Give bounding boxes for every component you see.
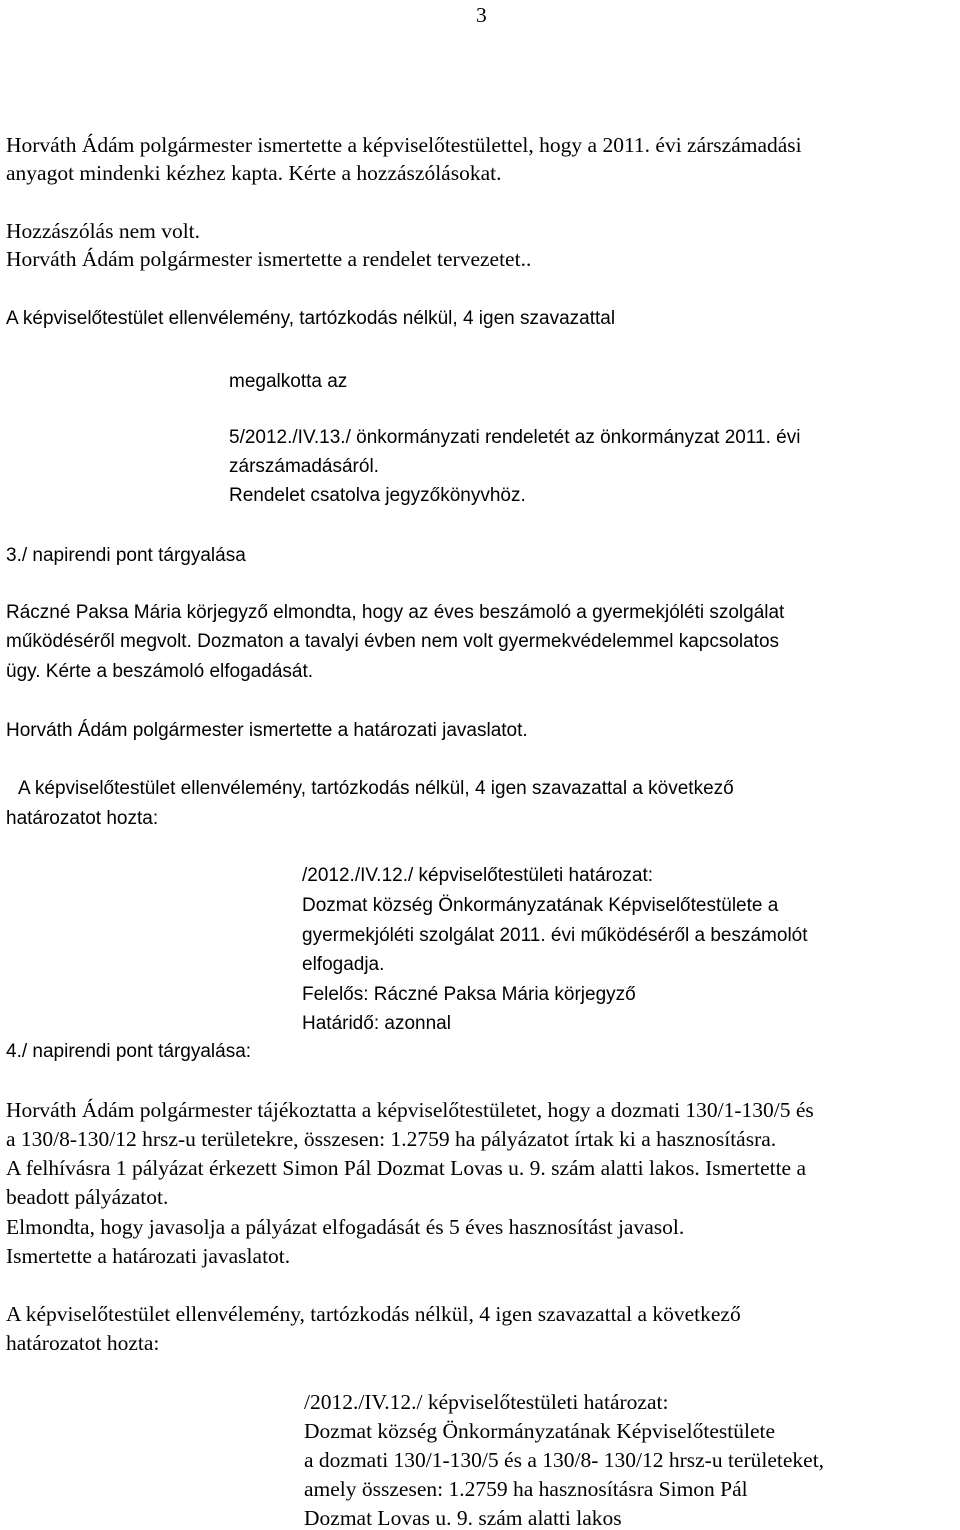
vote-statement: A képviselőtestület ellenvélemény, tartózkodás nélkül, 4 igen szavazattal [6,308,616,329]
page-number: 3 [476,3,487,27]
paragraph-line: Horváth Ádám polgármester ismertette a rendelet tervezetet.. [6,247,532,271]
decree-line: Rendelet csatolva jegyzőkönyvhöz. [229,485,526,506]
paragraph-line: Ismertette a határozati javaslatot. [6,1244,291,1268]
paragraph-line: Elmondta, hogy javasolja a pályázat elfogadását és 5 éves hasznosítást javasol. [6,1215,685,1239]
resolution-line: gyermekjóléti szolgálat 2011. évi működéséről a beszámolót [302,925,808,946]
resolution-line: Dozmat Lovas u. 9. szám alatti lakos [304,1506,622,1530]
resolution-line: elfogadja. [302,954,385,975]
paragraph-line: Horváth Ádám polgármester tájékoztatta a képviselőtestületet, hogy a dozmati 130/1-130/5 és [6,1098,814,1122]
paragraph-line: beadott pályázatot. [6,1185,169,1209]
decree-line: 5/2012./IV.13./ önkormányzati rendeletét az önkormányzat 2011. évi [229,427,801,448]
resolution-line: Felelős: Ráczné Paksa Mária körjegyző [302,984,636,1005]
resolution-line: /2012./IV.12./ képviselőtestületi határozat: [304,1390,669,1414]
paragraph-line: Hozzászólás nem volt. [6,219,201,243]
resolution-line: a dozmati 130/1-130/5 és a 130/8- 130/12 hrsz-u területeket, [304,1448,825,1472]
vote-statement: határozatot hozta: [6,1331,160,1355]
paragraph-line: Ráczné Paksa Mária körjegyző elmondta, hogy az éves beszámoló a gyermekjóléti szolgálat [6,602,785,623]
agenda-heading: 3./ napirendi pont tárgyalása [6,545,246,566]
paragraph-line: anyagot mindenki kézhez kapta. Kérte a hozzászólásokat. [6,161,502,185]
resolution-line: amely összesen: 1.2759 ha hasznosításra Simon Pál [304,1477,748,1501]
paragraph-line: működéséről megvolt. Dozmaton a tavalyi évben nem volt gyermekvédelemmel kapcsolatos [6,631,780,652]
resolution-line: Határidő: azonnal [302,1013,451,1034]
paragraph-line: ügy. Kérte a beszámoló elfogadását. [6,661,314,682]
decree-line: megalkotta az [229,371,348,392]
vote-statement: A képviselőtestület ellenvélemény, tartózkodás nélkül, 4 igen szavazattal a következő [18,778,734,799]
resolution-line: Dozmat község Önkormányzatának Képviselőtestülete a [302,895,779,916]
resolution-line: /2012./IV.12./ képviselőtestületi határozat: [302,865,654,886]
paragraph-line: Horváth Ádám polgármester ismertette a határozati javaslatot. [6,720,528,741]
agenda-heading: 4./ napirendi pont tárgyalása: [6,1041,252,1062]
vote-statement: A képviselőtestület ellenvélemény, tartózkodás nélkül, 4 igen szavazattal a következő [6,1302,741,1326]
vote-statement: határozatot hozta: [6,808,159,829]
decree-line: zárszámadásáról. [229,456,379,477]
paragraph-line: Horváth Ádám polgármester ismertette a képviselőtestülettel, hogy a 2011. évi zárszámadási [6,133,802,157]
paragraph-line: A felhívásra 1 pályázat érkezett Simon Pál Dozmat Lovas u. 9. szám alatti lakos. Ismertette a [6,1156,807,1180]
resolution-line: Dozmat község Önkormányzatának Képviselőtestülete [304,1419,776,1443]
paragraph-line: a 130/8-130/12 hrsz-u területekre, összesen: 1.2759 ha pályázatot írtak ki a hasznosításra. [6,1127,777,1151]
